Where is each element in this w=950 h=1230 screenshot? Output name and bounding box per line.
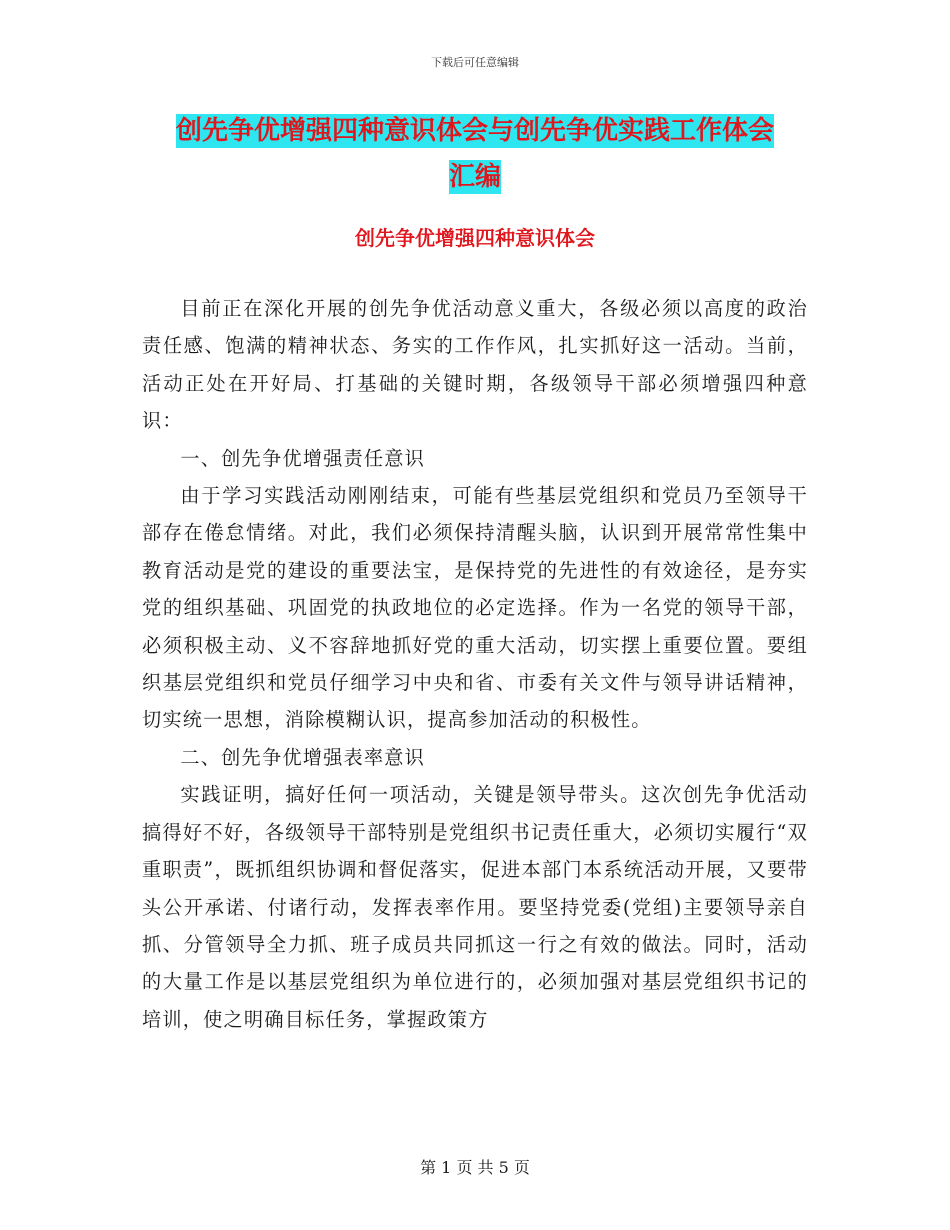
paragraph-responsibility: 由于学习实践活动刚刚结束，可能有些基层党组织和党员乃至领导干部存在倦怠情绪。对此，我们必须保持清醒头脑，认识到开展常常性集中教育活动是党的建设的重要法宝，是保持党的先进性的有效途径，是夯实党的组织基础、巩固党的执政地位的必定选择。作为一名党的领导干部，必须积极主动、义不容辞地抓好党的重大活动，切实摆上重要位置。要组织基层党组织和党员仔细学习中央和省、市委有关文件与领导讲话精神，切实统一思想，消除模糊认识，提高参加活动的积极性。: [142, 484, 808, 732]
section-title: 创先争优增强四种意识体会: [355, 226, 595, 250]
paragraph-exemplary: 实践证明，搞好任何一项活动，关键是领导带头。这次创先争优活动搞得好不好，各级领导干部特别是党组织书记责任重大，必须切实履行“双重职责”，既抓组织协调和督促落实，促进本部门本系统活动开展，又要带头公开承诺、付诸行动，发挥表率作用。要坚持党委(党组)主要领导亲自抓、分管领导全力抓、班子成员共同抓这一行之有效的做法。同时，活动的大量工作是以基层党组织为单位进行的，必须加强对基层党组织书记的培训，使之明确目标任务，掌握政策方: [142, 783, 808, 1031]
heading-exemplary: 二、创先争优增强表率意识: [180, 745, 426, 769]
document-title: [0, 108, 950, 200]
header-note: 下载后可任意编辑: [431, 56, 519, 69]
document-title-line1: 创先争优增强四种意识体会与创先争优实践工作体会: [175, 116, 774, 146]
heading-responsibility: 一、创先争优增强责任意识: [180, 446, 426, 470]
document-body: [142, 290, 808, 1038]
paragraph-intro: 目前正在深化开展的创先争优活动意义重大，各级必须以高度的政治责任感、饱满的精神状态、务实的工作作风，扎实抓好这一活动。当前，活动正处在开好局、打基础的关键时期，各级领导干部必须增强四种意识：: [142, 297, 808, 433]
page-number: 第 1 页 共 5 页: [420, 1158, 530, 1177]
document-title-line2: 汇编: [448, 162, 501, 192]
